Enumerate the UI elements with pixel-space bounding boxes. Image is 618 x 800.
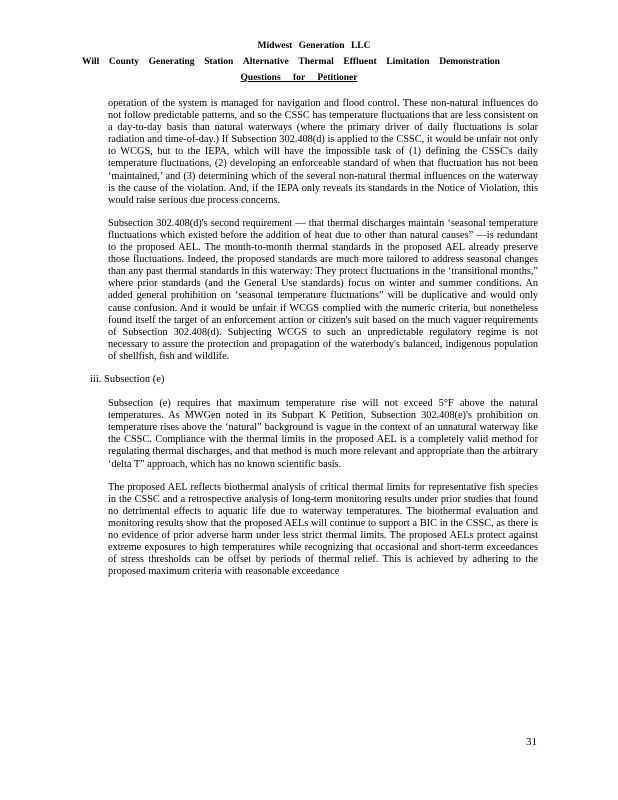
paragraph-subsection-d: Subsection 302.408(d)'s second requirement — that thermal discharges maintain ‘seasonal temperature fluctuations which existed before the addition of heat due to other than natural causes” —is redundant to the proposed AEL. The month-to-month thermal standards in the proposed AEL already preserve those fluctuations. Indeed, the proposed standards are much more tailored to address seasonal changes than any past thermal standards in this waterway: They protect fluctuations in the ‘transitional months,” where prior standards (and the General Use standards) focus on winter and summer conditions. An added general prohibition on ‘seasonal temperature fluctuations” will be duplicative and would only cause confusion. And it would be unfair if WCGS complied with the numeric criteria, but nonetheless found itself the target of an enforcement action or citizen's suit based on the much vaguer requirements of Subsection 302.408(d). Subjecting WCGS to such an unpredictable regulatory regime is not necessary to assure the protection and propagation of the waterbody's balanced, indigenous population of shellfish, fish and wildlife. [108,217,538,362]
document-body [90,98,538,590]
header-word: Demonstration [439,57,500,67]
header-word: Thermal [298,57,334,67]
header-word: Generating [148,57,195,67]
subsection-heading: iii. Subsection (e) [90,373,165,385]
paragraph-continuation: operation of the system is managed for navigation and flood control. These non-natural influences do not follow predictable patterns, and so the CSSC has temperature fluctuations that are less consistent on a day-to-day basis than natural waterways (where the primary driver of daily fluctuations is solar radiation and time-of-day.) If Subsection 302.408(d) is applied to the CSSC, it would be unfair not only to WCGS, but to the IEPA, which will have the impossible task of (1) defining the CSSC's daily temperature fluctuations, (2) developing an enforceable standard of when that fluctuation has not been ‘maintained,’ and (3) determining which of the several non-natural thermal influences on the waterway is the cause of the violation. And, if the IEPA only reveals its standards in the Notice of Violation, this would raise serious due process concerns. [108,98,538,206]
document-header [0,40,618,85]
header-subtitle [0,72,618,85]
header-subtitle-text: Questions for Petitioner [240,73,358,83]
paragraph-subsection-e: Subsection (e) requires that maximum temperature rise will not exceed 5°F above the natural temperatures. As MWGen noted in its Subpart K Petition, Subsection 302.408(e)'s prohibition on temperature rises above the ‘natural” background is vague in the context of an unnatural waterway like the CSSC. Compliance with the thermal limits in the proposed AEL is a completely valid method for regulating thermal discharges, and that method is much more relevant and appropriate than the arbitrary ‘delta T” approach, which has no known scientific basis. [108,398,538,470]
header-title-row [0,56,618,69]
paragraph-biothermal: The proposed AEL reflects biothermal analysis of critical thermal limits for representative fish species in the CSSC and a retrospective analysis of long-term monitoring results under prior studies that found no detrimental effects to aquatic life due to waterway temperatures. The biothermal evaluation and monitoring results show that the proposed AELs will continue to support a BIC in the CSSC, as there is no evidence of prior adverse harm under less strict thermal limits. The proposed AELs protect against extreme exposures to high temperatures while recognizing that occasional and short-term exceedances of stress thresholds can be offset by periods of thermal relief. This is achieved by adhering to the proposed maximum criteria with reasonable exceedance [108,481,538,578]
header-word: County [108,57,139,67]
header-word: Will [82,57,100,67]
page-number: 31 [526,736,537,748]
header-word: Limitation [386,57,430,67]
header-word: Effluent [343,57,377,67]
header-word: Alternative [242,57,289,67]
header-company: Midwest Generation LLC [257,41,371,51]
header-word: Station [204,57,234,67]
